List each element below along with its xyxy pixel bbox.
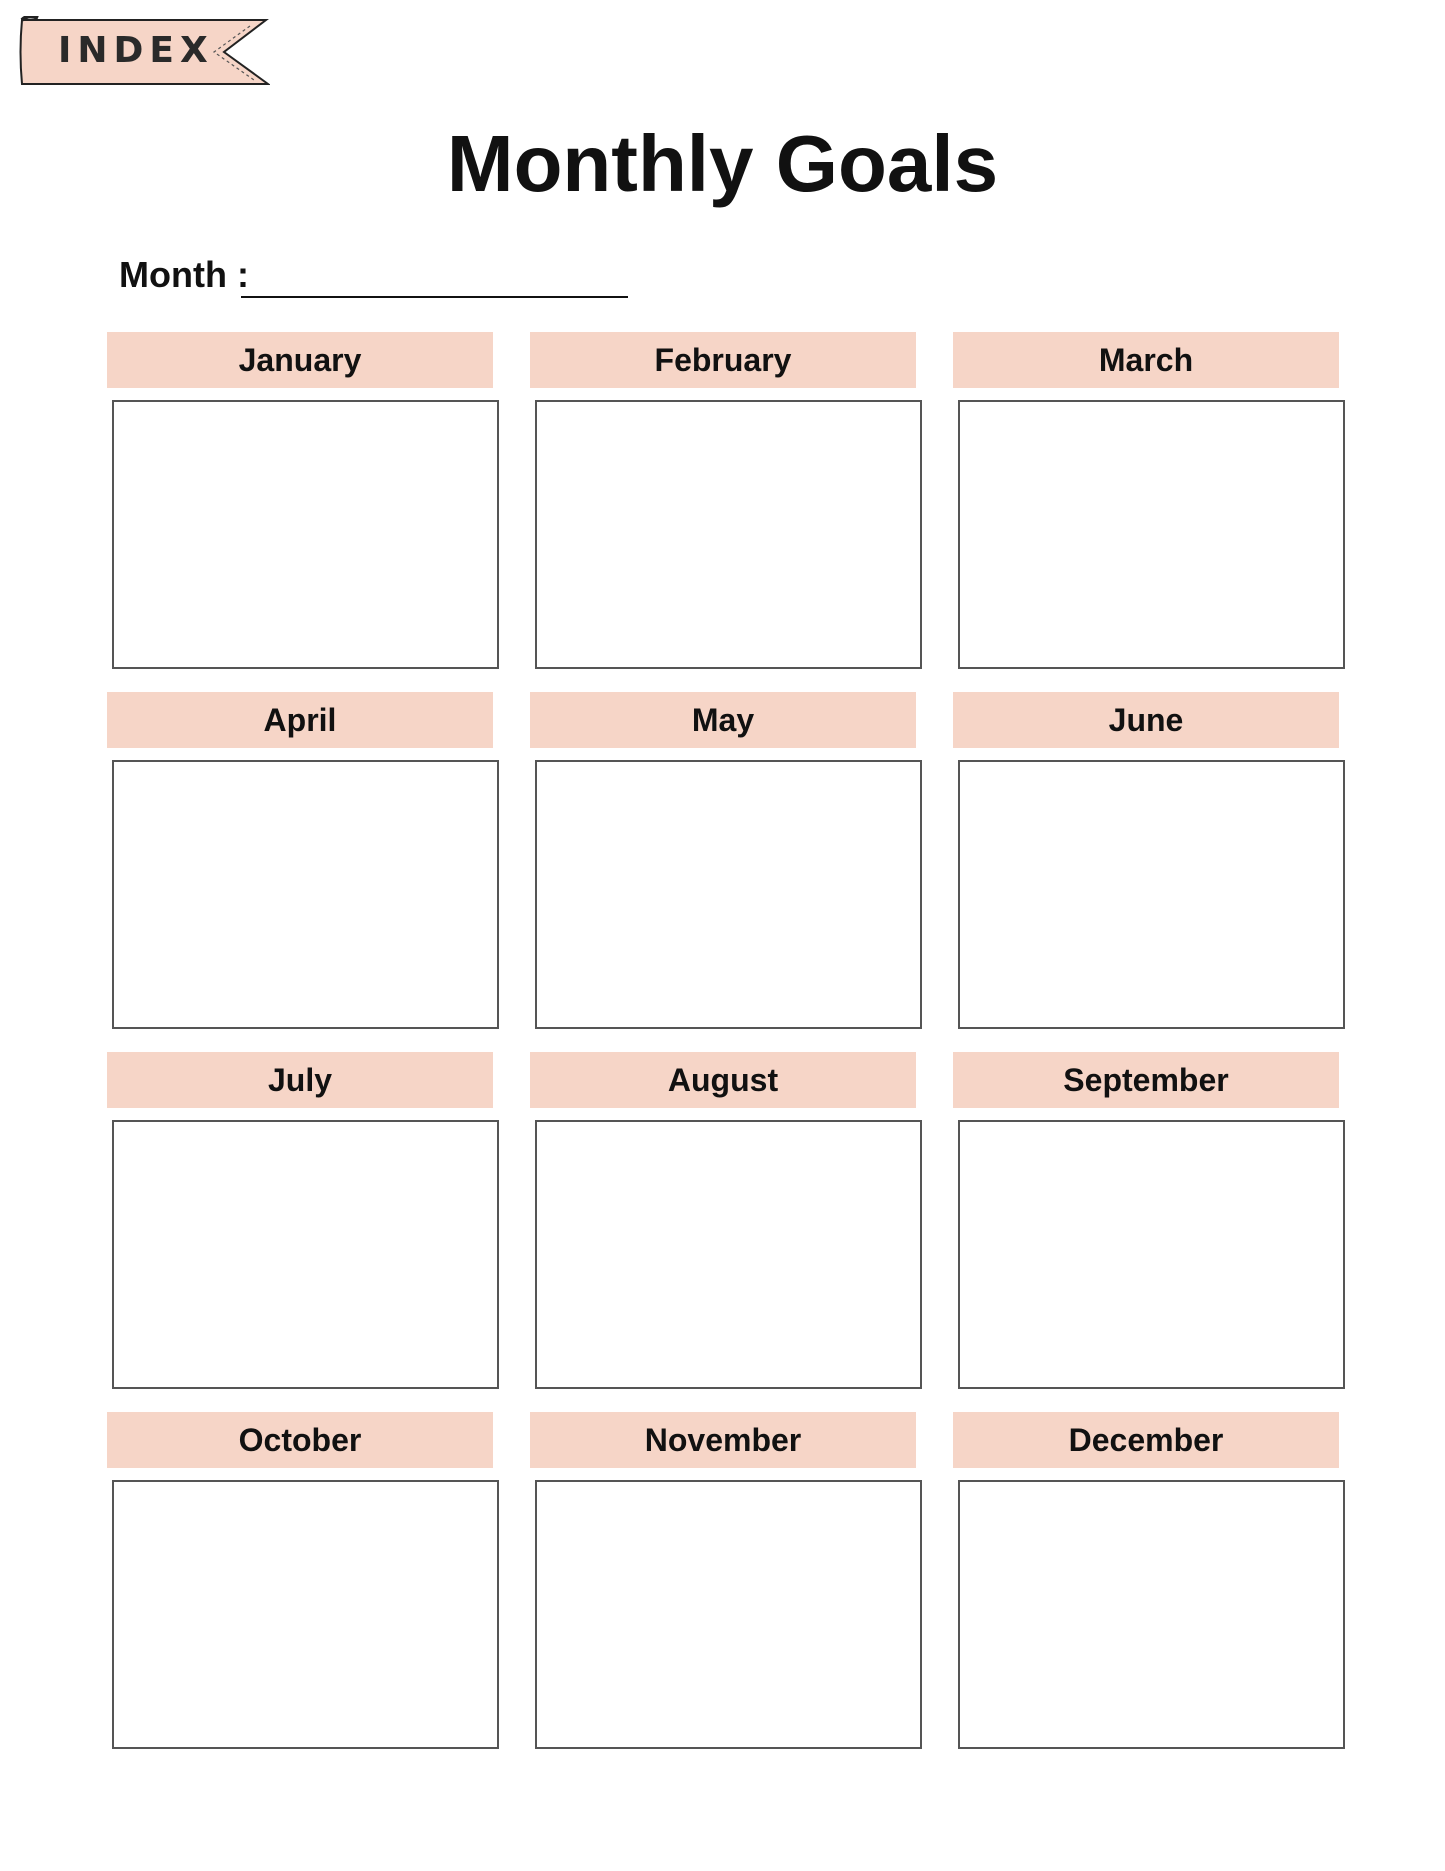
month-notes-box[interactable]	[535, 760, 922, 1029]
month-notes-box[interactable]	[958, 1480, 1345, 1749]
month-card-december	[953, 1412, 1343, 1750]
index-tab-label: INDEX	[58, 30, 214, 71]
month-card-march	[953, 332, 1343, 670]
month-notes-box[interactable]	[112, 400, 499, 669]
month-card-may	[530, 692, 920, 1030]
month-notes-box[interactable]	[112, 1120, 499, 1389]
month-notes-box[interactable]	[535, 1480, 922, 1749]
month-card-november	[530, 1412, 920, 1750]
month-header: February	[530, 332, 916, 388]
month-card-february	[530, 332, 920, 670]
month-header: October	[107, 1412, 493, 1468]
month-header: March	[953, 332, 1339, 388]
month-notes-box[interactable]	[535, 400, 922, 669]
month-header: January	[107, 332, 493, 388]
month-header: September	[953, 1052, 1339, 1108]
month-header: April	[107, 692, 493, 748]
month-notes-box[interactable]	[535, 1120, 922, 1389]
page-title: Monthly Goals	[446, 119, 999, 208]
month-header: June	[953, 692, 1339, 748]
month-notes-box[interactable]	[958, 400, 1345, 669]
month-input-line[interactable]	[241, 296, 628, 298]
month-notes-box[interactable]	[958, 760, 1345, 1029]
month-header: July	[107, 1052, 493, 1108]
month-card-october	[107, 1412, 497, 1750]
month-header: November	[530, 1412, 916, 1468]
month-header: May	[530, 692, 916, 748]
index-tab-link[interactable]	[18, 16, 270, 88]
month-notes-box[interactable]	[112, 1480, 499, 1749]
month-header: August	[530, 1052, 916, 1108]
month-card-january	[107, 332, 497, 670]
month-field-label: Month :	[119, 254, 249, 295]
month-notes-box[interactable]	[958, 1120, 1345, 1389]
month-card-august	[530, 1052, 920, 1390]
month-card-june	[953, 692, 1343, 1030]
month-notes-box[interactable]	[112, 760, 499, 1029]
month-card-july	[107, 1052, 497, 1390]
month-header: December	[953, 1412, 1339, 1468]
month-card-september	[953, 1052, 1343, 1390]
month-card-april	[107, 692, 497, 1030]
